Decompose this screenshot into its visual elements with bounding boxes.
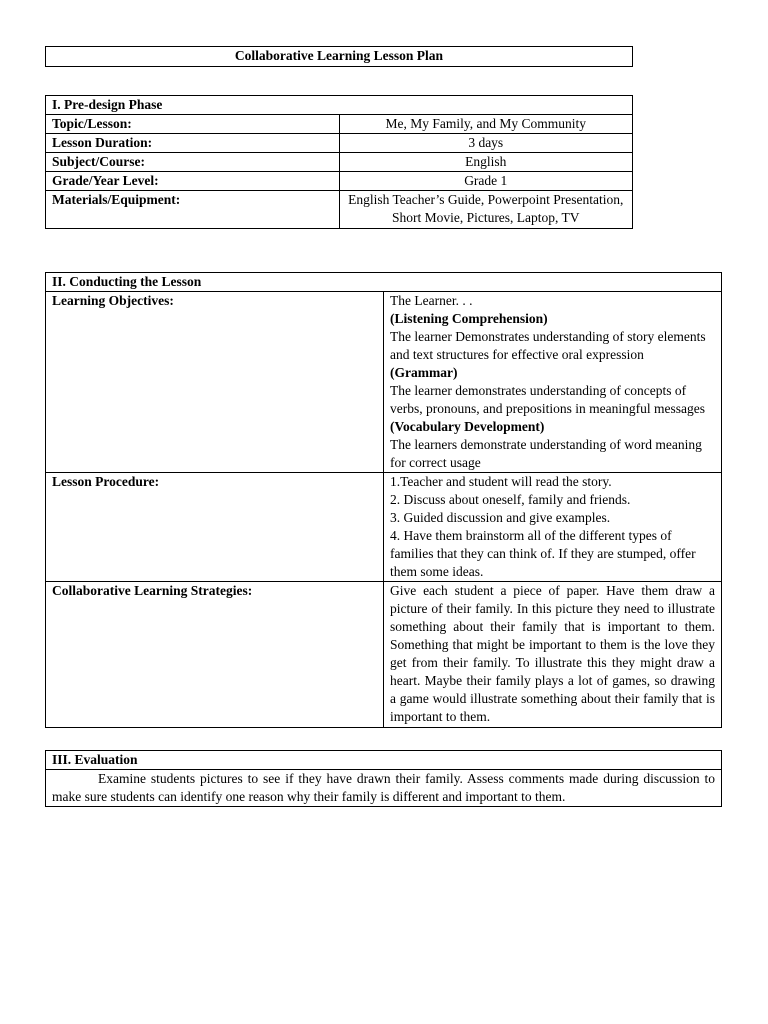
objectives-content xyxy=(384,292,722,473)
objectives-intro: The Learner. . . xyxy=(390,293,473,308)
table-row xyxy=(46,582,722,728)
table-row xyxy=(46,473,722,582)
materials-label: Materials/Equipment: xyxy=(46,191,340,229)
objective-heading: (Grammar) xyxy=(390,365,458,380)
table-row xyxy=(46,292,722,473)
grade-label: Grade/Year Level: xyxy=(46,172,340,191)
pre-design-heading: I. Pre-design Phase xyxy=(46,96,633,115)
subject-label: Subject/Course: xyxy=(46,153,340,172)
document-title: Collaborative Learning Lesson Plan xyxy=(46,47,633,67)
evaluation-heading: III. Evaluation xyxy=(46,751,722,770)
conducting-heading: II. Conducting the Lesson xyxy=(46,273,722,292)
title-table xyxy=(45,46,633,67)
table-row xyxy=(46,153,633,172)
conducting-table xyxy=(45,272,722,728)
objectives-label: Learning Objectives: xyxy=(46,292,384,473)
procedure-step: 2. Discuss about oneself, family and friends. xyxy=(390,492,631,507)
objective-text: The learner demonstrates understanding of concepts of verbs, pronouns, and prepositions in meaningful messages xyxy=(390,383,705,416)
strategies-text: Give each student a piece of paper. Have them draw a picture of their family. In this picture they need to illustrate something about their family that is important to them. Something that might be important to them is the love they get from their family. To illustrate this they might draw a heart. Maybe their family plays a lot of games, so drawing a game would illustrate something about their family that is important to them. xyxy=(384,582,722,728)
procedure-step: 4. Have them brainstorm all of the different types of families that they can think of. If they are stumped, offer them some ideas. xyxy=(390,528,696,579)
objective-text: The learners demonstrate understanding of word meaning for correct usage xyxy=(390,437,702,470)
objective-text: The learner Demonstrates understanding of story elements and text structures for effective oral expression xyxy=(390,329,706,362)
objective-heading: (Listening Comprehension) xyxy=(390,311,548,326)
procedure-step: 1.Teacher and student will read the story. xyxy=(390,474,612,489)
evaluation-table xyxy=(45,750,722,807)
topic-label: Topic/Lesson: xyxy=(46,115,340,134)
evaluation-text: Examine students pictures to see if they have drawn their family. Assess comments made during discussion to make sure students can identify one reason why their family is different and important to them. xyxy=(46,770,722,807)
procedure-content xyxy=(384,473,722,582)
procedure-label: Lesson Procedure: xyxy=(46,473,384,582)
table-row xyxy=(46,770,722,807)
topic-value: Me, My Family, and My Community xyxy=(339,115,633,134)
strategies-label: Collaborative Learning Strategies: xyxy=(46,582,384,728)
duration-value: 3 days xyxy=(339,134,633,153)
materials-value: English Teacher’s Guide, Powerpoint Presentation, Short Movie, Pictures, Laptop, TV xyxy=(339,191,633,229)
procedure-step: 3. Guided discussion and give examples. xyxy=(390,510,611,525)
table-row xyxy=(46,191,633,229)
subject-value: English xyxy=(339,153,633,172)
objective-heading: (Vocabulary Development) xyxy=(390,419,545,434)
pre-design-table xyxy=(45,95,633,229)
table-row xyxy=(46,172,633,191)
grade-value: Grade 1 xyxy=(339,172,633,191)
duration-label: Lesson Duration: xyxy=(46,134,340,153)
table-row xyxy=(46,115,633,134)
table-row xyxy=(46,134,633,153)
